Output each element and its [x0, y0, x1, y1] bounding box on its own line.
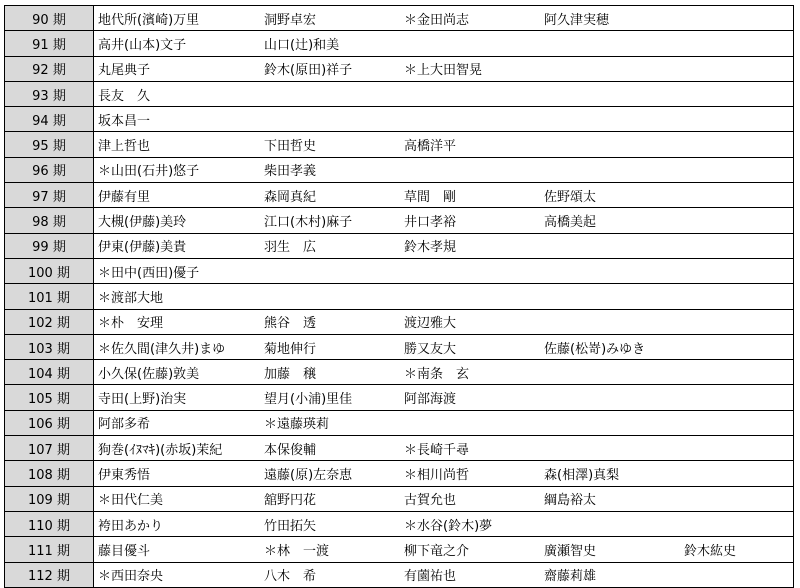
member-name-cell: 高橋洋平	[404, 132, 544, 157]
member-name-cell: 熊谷 透	[264, 309, 404, 334]
term-label: 111 期	[5, 537, 94, 562]
table-row	[5, 461, 794, 486]
member-name-cell: ＊金田尚志	[404, 6, 544, 31]
member-name-cell	[684, 334, 794, 359]
member-roster-table	[4, 5, 794, 588]
member-name-cell	[684, 461, 794, 486]
member-name-cell	[404, 410, 544, 435]
term-label: 109 期	[5, 486, 94, 511]
member-name-cell: 柳下竜之介	[404, 537, 544, 562]
table-row	[5, 183, 794, 208]
member-name-cell: 阿部多希	[94, 410, 265, 435]
table-row	[5, 31, 794, 56]
member-name-cell: 佐野頌太	[544, 183, 684, 208]
member-name-cell: 森(相澤)真梨	[544, 461, 684, 486]
member-name-cell: 伊藤有里	[94, 183, 265, 208]
term-label: 102 期	[5, 309, 94, 334]
member-name-cell	[544, 360, 684, 385]
member-name-cell	[684, 385, 794, 410]
member-name-cell: ＊佐久間(津久井)まゆ	[94, 334, 265, 359]
member-name-cell: 江口(木村)麻子	[264, 208, 404, 233]
term-label: 104 期	[5, 360, 94, 385]
table-row	[5, 309, 794, 334]
member-name-cell: 竹田拓矢	[264, 511, 404, 536]
member-name-cell: 森岡真紀	[264, 183, 404, 208]
member-name-cell: 伊東秀悟	[94, 461, 265, 486]
member-name-cell	[264, 258, 404, 283]
member-name-cell: 鈴木(原田)祥子	[264, 56, 404, 81]
member-name-cell	[544, 233, 684, 258]
member-name-cell	[544, 107, 684, 132]
member-name-cell	[684, 233, 794, 258]
member-name-cell	[404, 284, 544, 309]
table-row	[5, 436, 794, 461]
member-name-cell: 狗巻(ｲﾇﾏｷ)(赤坂)茉紀	[94, 436, 265, 461]
member-name-cell	[684, 132, 794, 157]
member-name-cell	[264, 81, 404, 106]
member-name-cell: 長友 久	[94, 81, 265, 106]
table-row	[5, 562, 794, 587]
member-name-cell: 阿部海渡	[404, 385, 544, 410]
member-name-cell: 坂本昌一	[94, 107, 265, 132]
member-name-cell: ＊田中(西田)優子	[94, 258, 265, 283]
member-name-cell	[684, 258, 794, 283]
member-name-cell: 下田哲史	[264, 132, 404, 157]
member-name-cell	[544, 436, 684, 461]
term-label: 97 期	[5, 183, 94, 208]
member-name-cell: 阿久津実穂	[544, 6, 684, 31]
member-name-cell	[684, 486, 794, 511]
term-label: 110 期	[5, 511, 94, 536]
member-name-cell: 鈴木孝規	[404, 233, 544, 258]
member-name-cell: ＊水谷(鈴木)夢	[404, 511, 544, 536]
member-name-cell: 本保俊輔	[264, 436, 404, 461]
term-label: 112 期	[5, 562, 94, 587]
term-label: 100 期	[5, 258, 94, 283]
member-name-cell	[544, 132, 684, 157]
table-row	[5, 157, 794, 182]
member-name-cell: ＊林 一渡	[264, 537, 404, 562]
table-row	[5, 284, 794, 309]
member-name-cell: 綱島裕太	[544, 486, 684, 511]
member-name-cell	[684, 436, 794, 461]
member-name-cell	[544, 284, 684, 309]
member-name-cell	[684, 157, 794, 182]
member-name-cell: 藤目優斗	[94, 537, 265, 562]
term-label: 92 期	[5, 56, 94, 81]
member-name-cell	[264, 284, 404, 309]
term-label: 108 期	[5, 461, 94, 486]
member-name-cell	[404, 258, 544, 283]
member-name-cell: 高井(山本)文子	[94, 31, 265, 56]
term-label: 95 期	[5, 132, 94, 157]
table-row	[5, 537, 794, 562]
term-label: 99 期	[5, 233, 94, 258]
member-name-cell: 大槻(伊藤)美玲	[94, 208, 265, 233]
member-name-cell	[684, 107, 794, 132]
member-name-cell	[684, 511, 794, 536]
member-name-cell	[544, 410, 684, 435]
term-label: 94 期	[5, 107, 94, 132]
member-name-cell: 寺田(上野)治実	[94, 385, 265, 410]
term-label: 91 期	[5, 31, 94, 56]
table-row	[5, 56, 794, 81]
member-name-cell	[404, 31, 544, 56]
table-row	[5, 258, 794, 283]
member-name-cell: 望月(小浦)里佳	[264, 385, 404, 410]
member-name-cell	[684, 31, 794, 56]
member-name-cell: 地代所(濱崎)万里	[94, 6, 265, 31]
term-label: 98 期	[5, 208, 94, 233]
member-name-cell: 袴田あかり	[94, 511, 265, 536]
member-name-cell	[544, 511, 684, 536]
member-name-cell: ＊南条 玄	[404, 360, 544, 385]
member-name-cell: ＊上大田智晃	[404, 56, 544, 81]
term-label: 96 期	[5, 157, 94, 182]
member-name-cell	[544, 309, 684, 334]
member-name-cell: 洞野卓宏	[264, 6, 404, 31]
table-row	[5, 410, 794, 435]
member-name-cell	[404, 157, 544, 182]
member-name-cell: 古賀允也	[404, 486, 544, 511]
member-name-cell	[544, 81, 684, 106]
member-name-cell	[684, 410, 794, 435]
member-name-cell	[684, 183, 794, 208]
member-name-cell	[684, 56, 794, 81]
member-name-cell: ＊相川尚哲	[404, 461, 544, 486]
member-name-cell	[684, 284, 794, 309]
table-row	[5, 132, 794, 157]
member-name-cell	[404, 81, 544, 106]
table-row	[5, 334, 794, 359]
term-label: 103 期	[5, 334, 94, 359]
member-name-cell: 菊地伸行	[264, 334, 404, 359]
member-name-cell: ＊遠藤瑛莉	[264, 410, 404, 435]
member-name-cell: ＊長崎千尋	[404, 436, 544, 461]
term-label: 90 期	[5, 6, 94, 31]
table-row	[5, 233, 794, 258]
member-name-cell	[544, 157, 684, 182]
member-name-cell: ＊山田(石井)悠子	[94, 157, 265, 182]
member-name-cell: 津上哲也	[94, 132, 265, 157]
member-name-cell: 草間 剛	[404, 183, 544, 208]
member-name-cell	[544, 31, 684, 56]
member-name-cell: 丸尾典子	[94, 56, 265, 81]
member-name-cell: ＊西田奈央	[94, 562, 265, 587]
member-name-cell	[684, 6, 794, 31]
member-name-cell	[544, 385, 684, 410]
table-row	[5, 107, 794, 132]
member-name-cell: 加藤 穣	[264, 360, 404, 385]
member-name-cell: 山口(辻)和美	[264, 31, 404, 56]
term-label: 106 期	[5, 410, 94, 435]
term-label: 93 期	[5, 81, 94, 106]
roster-body	[5, 6, 794, 588]
member-name-cell	[684, 309, 794, 334]
member-name-cell: 渡辺雅大	[404, 309, 544, 334]
member-name-cell: 井口孝裕	[404, 208, 544, 233]
member-name-cell	[264, 107, 404, 132]
member-name-cell: 佐藤(松嵜)みゆき	[544, 334, 684, 359]
member-name-cell	[684, 208, 794, 233]
member-name-cell: 柴田孝義	[264, 157, 404, 182]
term-label: 105 期	[5, 385, 94, 410]
table-row	[5, 511, 794, 536]
member-name-cell: 有薗祐也	[404, 562, 544, 587]
table-row	[5, 6, 794, 31]
member-name-cell: 廣瀬智史	[544, 537, 684, 562]
member-name-cell: 遠藤(原)左奈恵	[264, 461, 404, 486]
member-name-cell: 舘野円花	[264, 486, 404, 511]
term-label: 107 期	[5, 436, 94, 461]
table-row	[5, 208, 794, 233]
table-row	[5, 81, 794, 106]
table-row	[5, 385, 794, 410]
table-row	[5, 486, 794, 511]
member-name-cell: 高橋美起	[544, 208, 684, 233]
member-name-cell	[684, 360, 794, 385]
member-name-cell: ＊渡部大地	[94, 284, 265, 309]
member-name-cell	[684, 81, 794, 106]
member-name-cell: 勝又友大	[404, 334, 544, 359]
member-name-cell: 八木 希	[264, 562, 404, 587]
member-name-cell: 齋藤莉雄	[544, 562, 684, 587]
table-row	[5, 360, 794, 385]
member-name-cell: 伊東(伊藤)美貴	[94, 233, 265, 258]
member-name-cell: ＊朴 安理	[94, 309, 265, 334]
member-name-cell: 羽生 広	[264, 233, 404, 258]
member-name-cell: 小久保(佐藤)敦美	[94, 360, 265, 385]
member-name-cell: 鈴木紘史	[684, 537, 794, 562]
member-name-cell	[684, 562, 794, 587]
member-name-cell	[404, 107, 544, 132]
member-name-cell: ＊田代仁美	[94, 486, 265, 511]
member-name-cell	[544, 56, 684, 81]
term-label: 101 期	[5, 284, 94, 309]
member-name-cell	[544, 258, 684, 283]
